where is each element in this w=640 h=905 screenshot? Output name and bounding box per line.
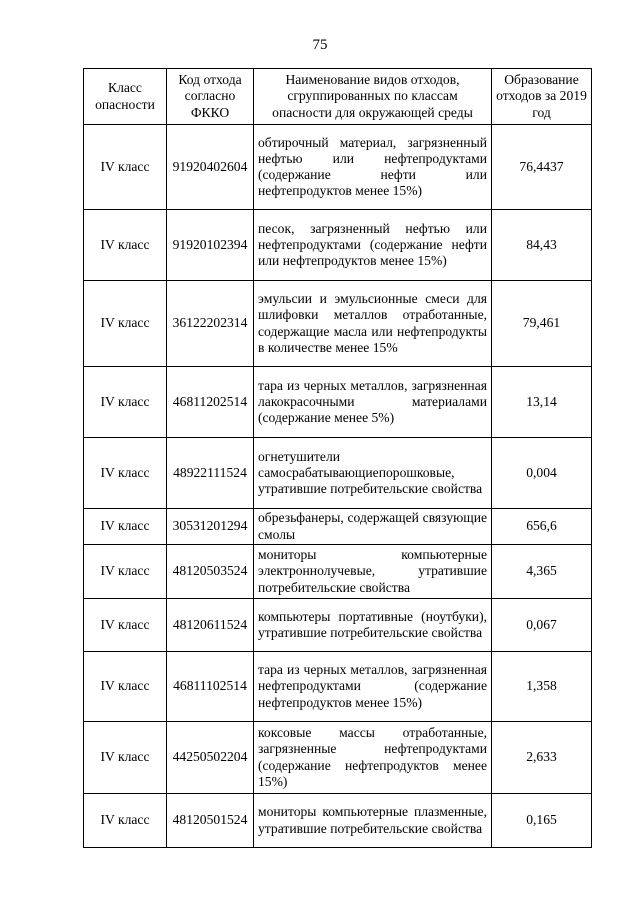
cell-amount: 76,4437 <box>492 125 592 210</box>
waste-table <box>83 68 592 848</box>
table-row <box>84 599 592 652</box>
cell-class: IV класс <box>84 545 167 599</box>
cell-code: 91920102394 <box>167 210 254 281</box>
table-row <box>84 438 592 509</box>
page-number: 75 <box>312 37 328 53</box>
table-row <box>84 509 592 545</box>
cell-amount: 0,067 <box>492 599 592 652</box>
header-name: Наименование видов отходов, сгруппированных по классам опасности для окружающей среды <box>254 69 492 125</box>
cell-amount: 0,165 <box>492 794 592 848</box>
cell-code: 91920402604 <box>167 125 254 210</box>
cell-class: IV класс <box>84 509 167 545</box>
cell-class: IV класс <box>84 438 167 509</box>
cell-name: мониторы компьютерные электроннолучевые, утратившие потребительские свойства <box>254 545 492 599</box>
cell-amount: 0,004 <box>492 438 592 509</box>
header-class: Класс опасности <box>84 69 167 125</box>
cell-class: IV класс <box>84 722 167 794</box>
cell-name: огнетушители самосрабатывающиепорошковые, утратившие потребительские свойства <box>254 438 492 509</box>
header-amount: Образование отходов за 2019 год <box>492 69 592 125</box>
table-row <box>84 722 592 794</box>
cell-class: IV класс <box>84 652 167 722</box>
table-row <box>84 545 592 599</box>
cell-code: 48120501524 <box>167 794 254 848</box>
cell-code: 48922111524 <box>167 438 254 509</box>
cell-name: обтирочный материал, загрязненный нефтью или нефтепродуктами (содержание нефти или нефтепродуктов менее 15%) <box>254 125 492 210</box>
cell-amount: 2,633 <box>492 722 592 794</box>
cell-name: песок, загрязненный нефтью или нефтепродуктами (содержание нефти или нефтепродуктов менее 15%) <box>254 210 492 281</box>
table-row <box>84 367 592 438</box>
cell-amount: 84,43 <box>492 210 592 281</box>
table-row <box>84 125 592 210</box>
cell-class: IV класс <box>84 125 167 210</box>
cell-amount: 1,358 <box>492 652 592 722</box>
cell-amount: 79,461 <box>492 281 592 367</box>
cell-code: 46811202514 <box>167 367 254 438</box>
cell-class: IV класс <box>84 367 167 438</box>
cell-code: 30531201294 <box>167 509 254 545</box>
cell-amount: 13,14 <box>492 367 592 438</box>
table-row <box>84 652 592 722</box>
cell-class: IV класс <box>84 281 167 367</box>
table-header-row <box>84 69 592 125</box>
table-row <box>84 210 592 281</box>
cell-name: компьютеры портативные (ноутбуки), утратившие потребительские свойства <box>254 599 492 652</box>
header-code: Код отхода согласно ФККО <box>167 69 254 125</box>
cell-class: IV класс <box>84 210 167 281</box>
cell-name: тара из черных металлов, загрязненная лакокрасочными материалами (содержание менее 5%) <box>254 367 492 438</box>
cell-code: 46811102514 <box>167 652 254 722</box>
cell-name: обрезьфанеры, содержащей связующие смолы <box>254 509 492 545</box>
cell-code: 44250502204 <box>167 722 254 794</box>
cell-amount: 4,365 <box>492 545 592 599</box>
table-row <box>84 794 592 848</box>
table-row <box>84 281 592 367</box>
cell-code: 48120503524 <box>167 545 254 599</box>
cell-name: коксовые массы отработанные, загрязненные нефтепродуктами (содержание нефтепродуктов менее 15%) <box>254 722 492 794</box>
cell-name: тара из черных металлов, загрязненная нефтепродуктами (содержание нефтепродуктов менее 15%) <box>254 652 492 722</box>
cell-class: IV класс <box>84 599 167 652</box>
cell-code: 48120611524 <box>167 599 254 652</box>
cell-code: 36122202314 <box>167 281 254 367</box>
cell-amount: 656,6 <box>492 509 592 545</box>
cell-class: IV класс <box>84 794 167 848</box>
cell-name: мониторы компьютерные плазменные, утратившие потребительские свойства <box>254 794 492 848</box>
cell-name: эмульсии и эмульсионные смеси для шлифовки металлов отработанные, содержащие масла или нефтепродукты в количестве менее 15% <box>254 281 492 367</box>
